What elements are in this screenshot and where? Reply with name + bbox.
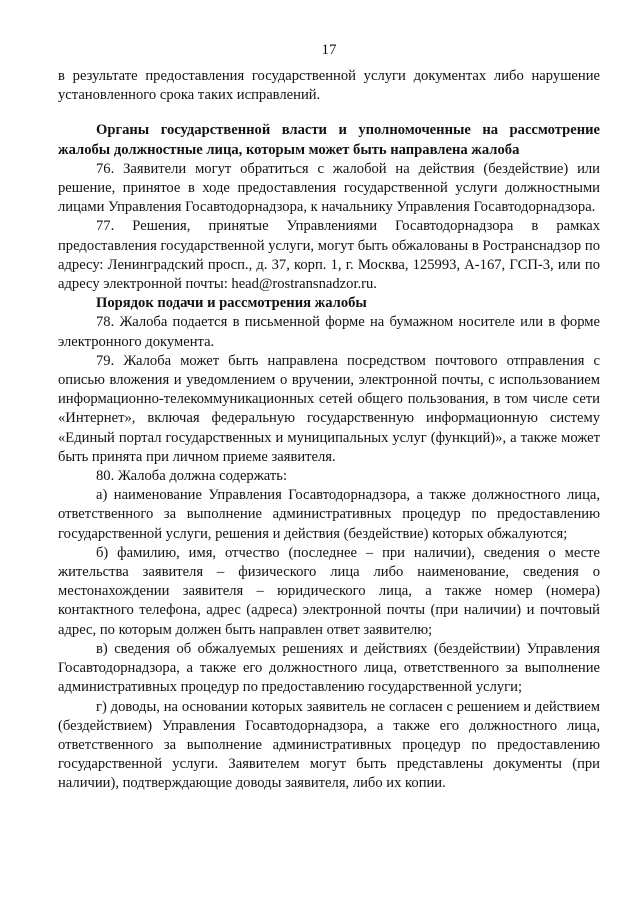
document-body [58, 67, 600, 794]
paragraph-80-b: б) фамилию, имя, отчество (последнее – при наличии), сведения о месте жительства заявителя – физического лица либо наименование, сведения о местонахождении заявителя – юридического лица, а также номер (номера) контактного телефона, адрес (адреса) электронной почты (при наличии) и почтовый адрес, по которым должен быть направлен ответ заявителю; [58, 544, 600, 638]
paragraph-80: 80. Жалоба должна содержать: [96, 468, 287, 485]
section-heading-authorities: Органы государственной власти и уполномоченные на рассмотрение жалобы должностные лица, которым может быть направлена жалоба [58, 122, 600, 158]
section-heading-procedure: Порядок подачи и рассмотрения жалобы [96, 295, 367, 312]
page-number: 17 [321, 42, 337, 58]
paragraph-80-v: в) сведения об обжалуемых решениях и действиях (бездействии) Управления Госавтодорнадзора, а также его должностного лица, ответственного за выполнение административных процедур по предоставлению государственной услуги; [58, 640, 600, 696]
continuation-paragraph: в результате предоставления государственной услуги документах либо нарушение установленного срока таких исправлений. [58, 68, 600, 104]
paragraph-79: 79. Жалоба может быть направлена посредством почтового отправления с описью вложения и уведомлением о вручении, электронной почты, с использованием информационно-телекоммуникационных сетей общего пользования, в том числе сети «Интернет», включая федеральную государственную информационную систему «Единый портал государственных и муниципальных услуг (функций)», а также может быть принята при личном приеме заявителя. [58, 352, 600, 465]
paragraph-77: 77. Решения, принятые Управлениями Госавтодорнадзора в рамках предоставления государственной услуги, могут быть обжалованы в Ространснадзор по адресу: Ленинградский просп., д. 37, корп. 1, г. Москва, 125993, А-167, ГСП-3, или по адресу электронной почты: head@rostransnadzor.ru. [58, 218, 600, 293]
paragraph-76: 76. Заявители могут обратиться с жалобой на действия (бездействие) или решение, принятое в ходе предоставления государственной услуги должностными лицами Управления Госавтодорнадзора, к начальнику Управления Госавтодорнадзора. [58, 160, 600, 216]
paragraph-80-g: г) доводы, на основании которых заявитель не согласен с решением и действием (бездействием) Управления Госавтодорнадзора, а также его должностного лица, ответственного за выполнение административных процедур по предоставлению государственной услуги. Заявителем могут быть представлены документы (при наличии), подтверждающие доводы заявителя, либо их копии. [58, 698, 600, 792]
paragraph-80-a: а) наименование Управления Госавтодорнадзора, а также должностного лица, ответственного за выполнение административных процедур по предоставлению государственной услуги, решения и действия (бездействие) которых обжалуются; [58, 487, 600, 542]
paragraph-78: 78. Жалоба подается в письменной форме на бумажном носителе или в форме электронного документа. [58, 314, 600, 350]
